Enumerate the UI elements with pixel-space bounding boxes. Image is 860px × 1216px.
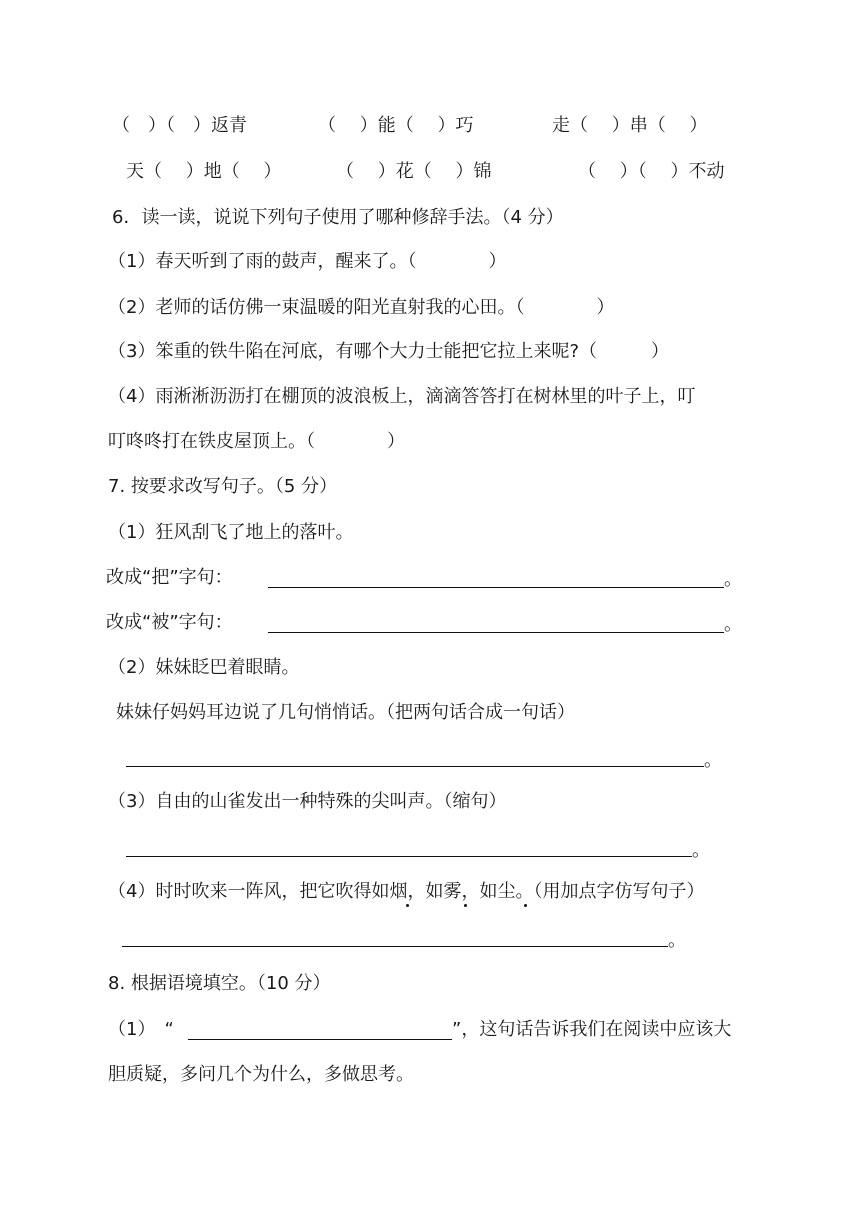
q6-title: 6．读一读，说说下列句子使用了哪种修辞手法。（4 分）	[112, 207, 564, 228]
idiom-2a: 天（ ）地（ ）	[126, 161, 282, 182]
q8-title: 8. 根据语境填空。（10 分）	[108, 973, 331, 994]
q8-sentence-1-post: ”，这句话告诉我们在阅读中应该大	[452, 1019, 732, 1040]
emphasis-dot-1	[406, 904, 409, 907]
q7-bei-answer-line[interactable]	[268, 632, 724, 633]
q7-ba-answer-line[interactable]	[268, 587, 724, 588]
q6-sentence-1: （1）春天听到了雨的鼓声，醒来了。（ ）	[108, 251, 507, 272]
idiom-2c: （ ）（ ）不动	[578, 161, 725, 182]
q7-sentence-2b: 妹妹仔妈妈耳边说了几句悄悄话。（把两句话合成一句话）	[116, 702, 575, 723]
q7-imitate-answer-line[interactable]	[122, 946, 668, 947]
q7-sentence-3: （3）自由的山雀发出一种特殊的尖叫声。（缩句）	[108, 791, 507, 812]
emphasis-dot-2	[464, 904, 467, 907]
q7-shorten-period: 。	[692, 840, 710, 861]
q7-imitate-period: 。	[668, 930, 686, 951]
q6-sentence-2: （2）老师的话仿佛一束温暖的阳光直射我的心田。（ ）	[108, 297, 615, 318]
q7-sentence-2: （2）妹妹眨巴着眼睛。	[108, 657, 300, 678]
q6-sentence-4b: 叮咚咚打在铁皮屋顶上。（ ）	[108, 431, 405, 452]
idiom-1a: （ ）（ ）返青	[112, 115, 247, 136]
q7-title: 7. 按要求改写句子。（5 分）	[108, 476, 338, 497]
q7-ba-period: 。	[724, 569, 742, 590]
q7-combine-period: 。	[704, 750, 722, 771]
q7-combine-answer-line[interactable]	[126, 766, 704, 767]
emphasis-dot-3	[524, 904, 527, 907]
q7-ba-label: 改成“把”字句：	[106, 567, 233, 588]
q7-sentence-4: （4）时时吹来一阵风，把它吹得如烟，如雾，如尘。（用加点字仿写句子）	[108, 881, 705, 902]
idiom-2b: （ ）花（ ）锦	[336, 161, 492, 182]
q8-sentence-1-pre: （1） “	[108, 1019, 174, 1040]
idiom-1b: （ ）能（ ）巧	[318, 115, 474, 136]
q8-sentence-1-cont: 胆质疑，多问几个为什么，多做思考。	[108, 1064, 414, 1085]
q7-shorten-answer-line[interactable]	[126, 856, 692, 857]
q6-sentence-4a: （4）雨淅淅沥沥打在棚顶的波浪板上，滴滴答答打在树林里的叶子上，叮	[108, 386, 696, 407]
q8-quote-answer-line[interactable]	[188, 1039, 452, 1040]
idiom-1c: 走（ ）串（ ）	[552, 115, 708, 136]
q7-bei-label: 改成“被”字句：	[106, 612, 233, 633]
q7-sentence-1: （1）狂风刮飞了地上的落叶。	[108, 522, 354, 543]
q7-bei-period: 。	[724, 614, 742, 635]
q6-sentence-3: （3）笨重的铁牛陷在河底，有哪个大力士能把它拉上来呢?（ ）	[108, 341, 670, 362]
